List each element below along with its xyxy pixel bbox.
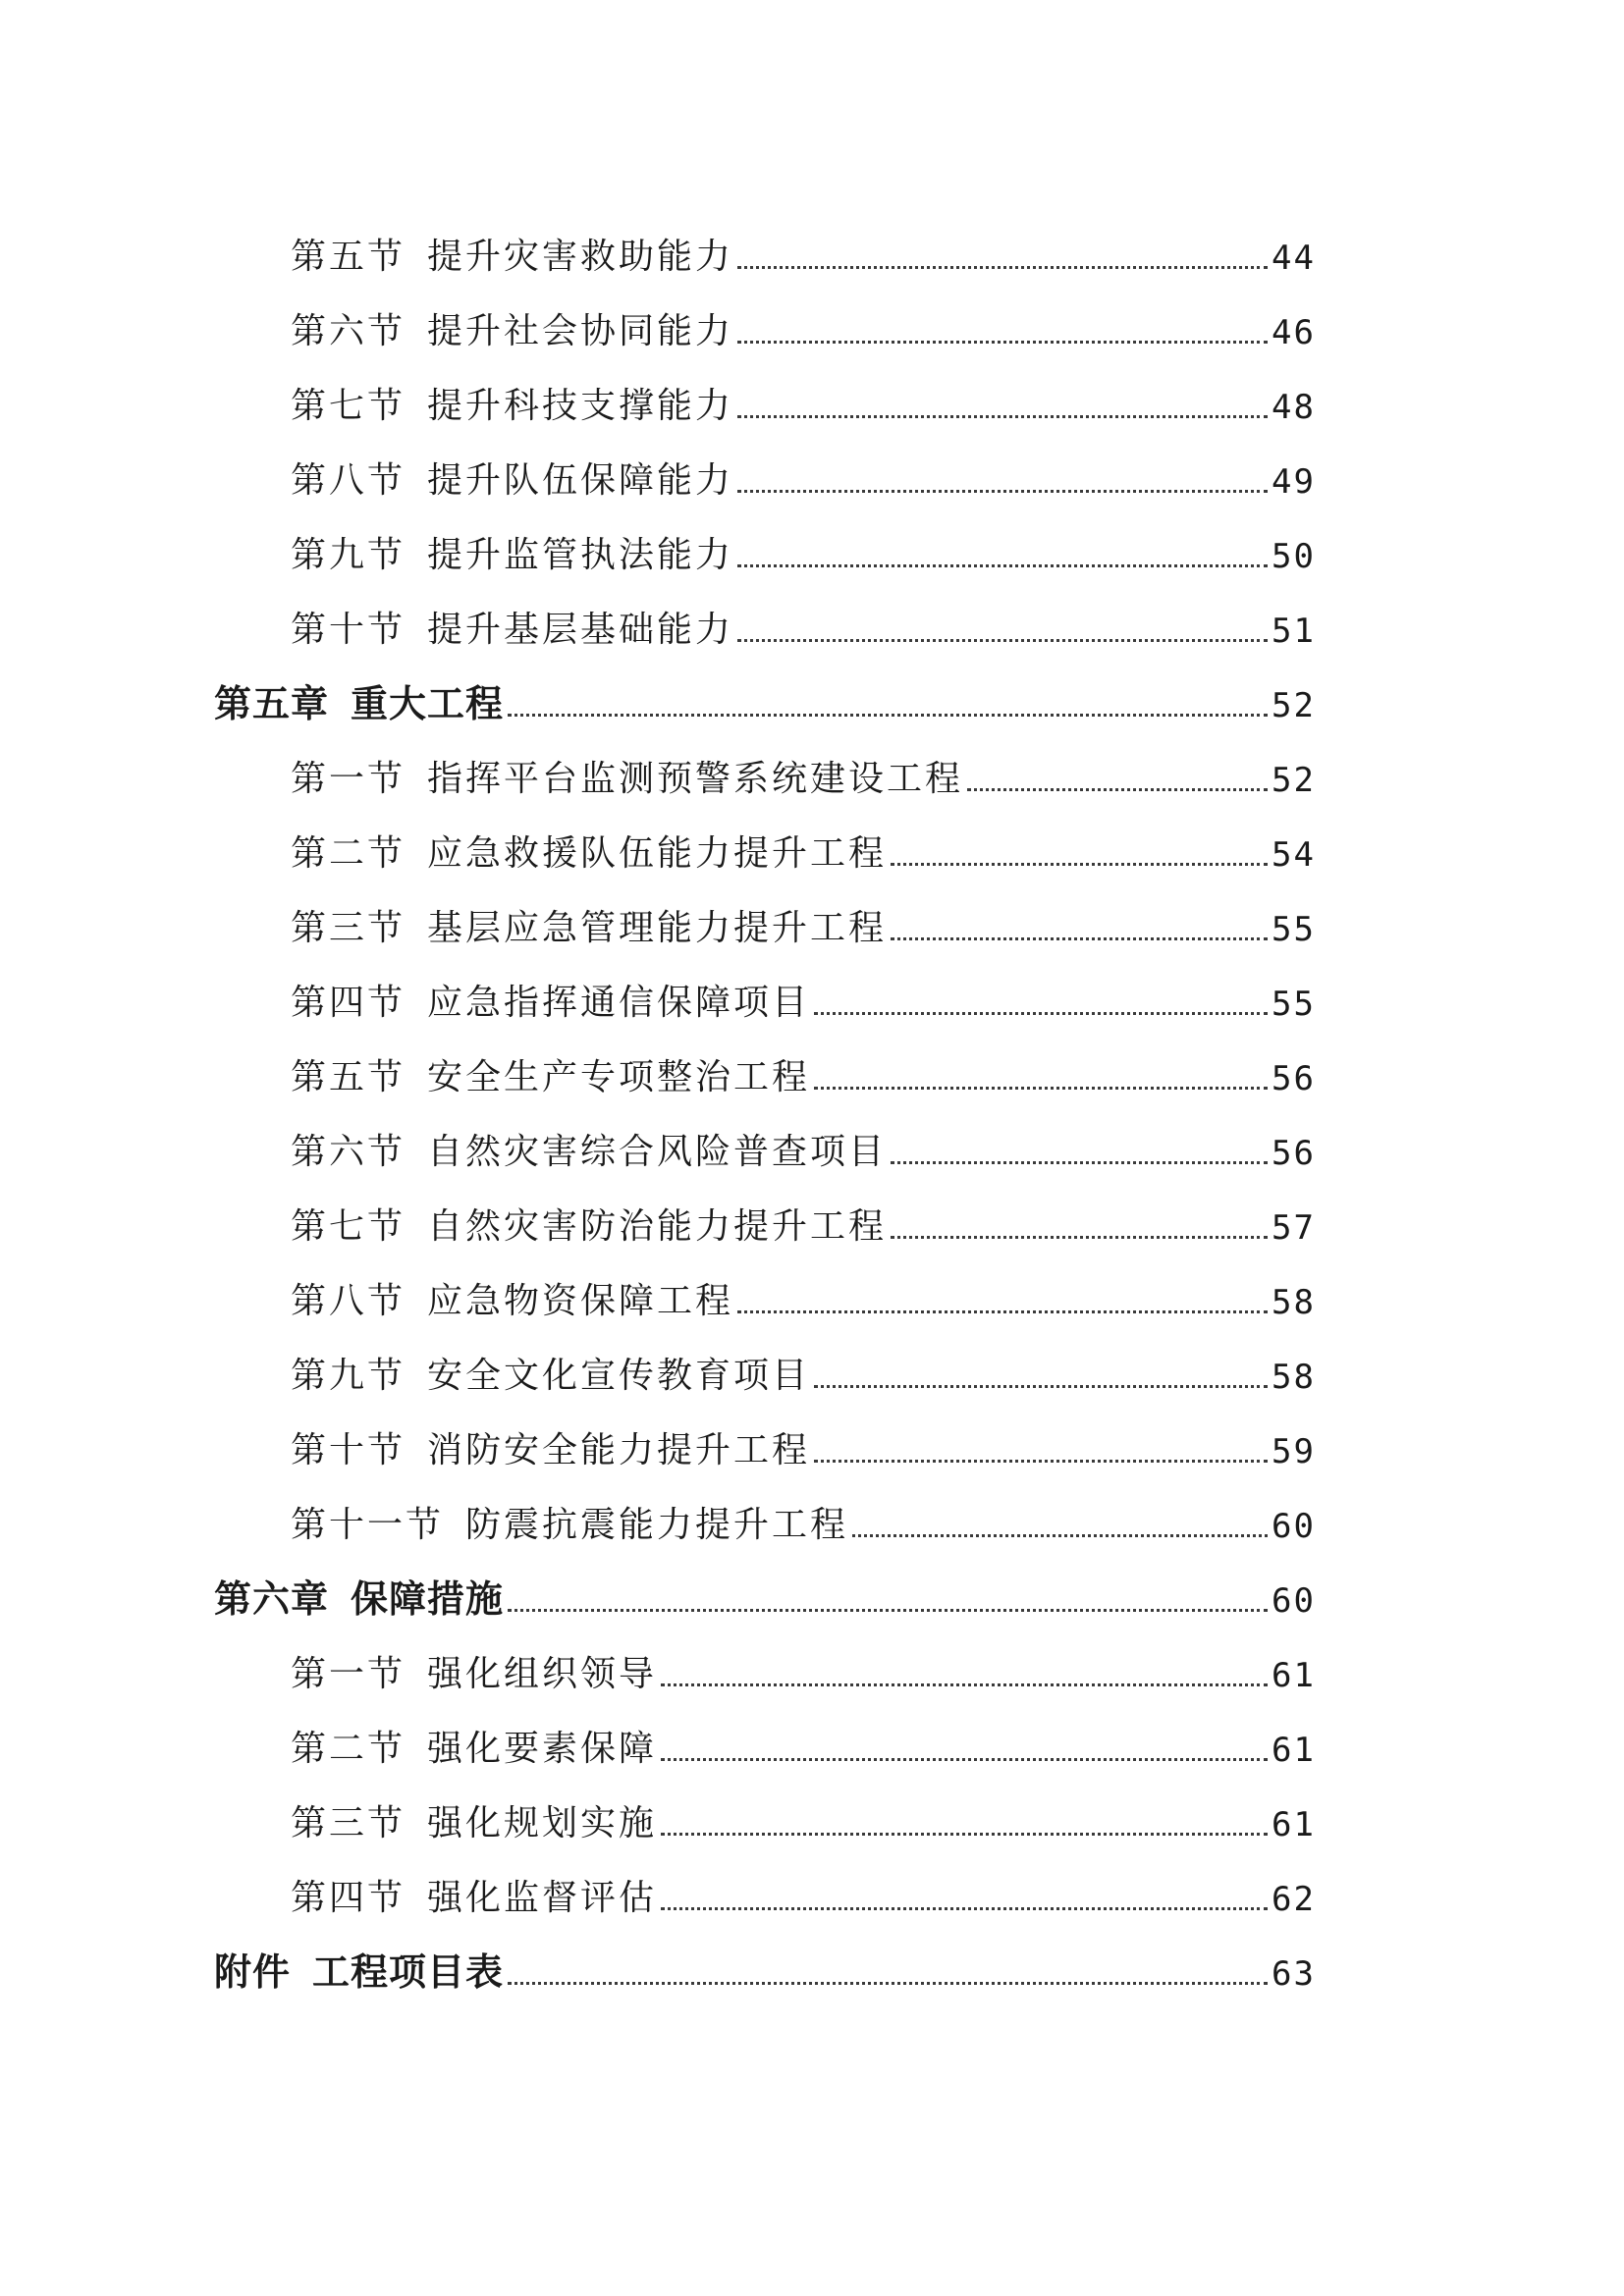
toc-entry[interactable] <box>291 369 1316 427</box>
dot-leader <box>891 1236 1268 1239</box>
toc-entry-page: 52 <box>1272 686 1316 725</box>
toc-entry-page: 54 <box>1272 835 1316 875</box>
toc-entry[interactable] <box>291 593 1316 651</box>
toc-entry-page: 56 <box>1272 1134 1316 1173</box>
toc-entry-page: 62 <box>1272 1880 1316 1919</box>
toc-entry-page: 60 <box>1272 1507 1316 1546</box>
toc-entry[interactable] <box>291 518 1316 576</box>
toc-entry[interactable] <box>291 294 1316 352</box>
dot-leader <box>508 714 1268 717</box>
dot-leader <box>814 1460 1268 1463</box>
toc-entry-number: 第五节 <box>291 1057 406 1097</box>
toc-chapter-entry[interactable] <box>214 667 1316 725</box>
toc-entry[interactable] <box>291 817 1316 875</box>
toc-entry-title: 提升队伍保障能力 <box>427 460 734 501</box>
dot-leader <box>891 937 1268 940</box>
toc-entry[interactable] <box>291 1712 1316 1770</box>
toc-entry[interactable] <box>291 220 1316 278</box>
toc-entry[interactable] <box>291 966 1316 1024</box>
toc-entry-number: 第二节 <box>291 833 406 874</box>
toc-chapter-entry[interactable] <box>214 1563 1316 1621</box>
toc-chapter-title: 工程项目表 <box>312 1950 505 1994</box>
toc-entry-title: 安全生产专项整治工程 <box>427 1057 811 1097</box>
toc-entry-title: 强化监督评估 <box>427 1878 658 1918</box>
toc-entry-number: 第八节 <box>291 1281 406 1321</box>
dot-leader <box>508 1609 1268 1612</box>
toc-entry-page: 46 <box>1272 313 1316 352</box>
toc-entry[interactable] <box>291 1861 1316 1919</box>
toc-entry[interactable] <box>291 1637 1316 1695</box>
toc-entry-number: 第九节 <box>291 535 406 575</box>
dot-leader <box>814 1087 1268 1090</box>
toc-entry-page: 57 <box>1272 1208 1316 1248</box>
toc-entry-number: 第七节 <box>291 386 406 426</box>
toc-entry-title: 提升科技支撑能力 <box>427 386 734 426</box>
toc-entry-number: 第六节 <box>291 311 406 351</box>
dot-leader <box>737 1310 1268 1313</box>
toc-entry-title: 提升社会协同能力 <box>427 311 734 351</box>
dot-leader <box>661 1907 1268 1910</box>
toc-chapter-entry[interactable] <box>214 1936 1316 1994</box>
toc-entry-page: 59 <box>1272 1432 1316 1471</box>
toc-entry-title: 应急物资保障工程 <box>427 1281 734 1321</box>
toc-entry-title: 提升灾害救助能力 <box>427 237 734 277</box>
toc-entry-page: 60 <box>1272 1581 1316 1621</box>
toc-entry-page: 61 <box>1272 1731 1316 1770</box>
dot-leader <box>661 1683 1268 1686</box>
dot-leader <box>967 788 1268 791</box>
toc-entry-page: 56 <box>1272 1059 1316 1098</box>
toc-entry[interactable] <box>291 1339 1316 1397</box>
toc-entry[interactable] <box>291 742 1316 800</box>
dot-leader <box>737 341 1268 344</box>
toc-entry-number: 第一节 <box>291 1654 406 1694</box>
toc-entry-title: 自然灾害综合风险普查项目 <box>427 1132 888 1172</box>
dot-leader <box>737 564 1268 567</box>
toc-entry-title: 提升基层基础能力 <box>427 610 734 650</box>
toc-entry[interactable] <box>291 1414 1316 1471</box>
toc-entry-number: 第四节 <box>291 1878 406 1918</box>
toc-entry-number: 第十一节 <box>291 1505 445 1545</box>
dot-leader <box>737 415 1268 418</box>
toc-entry-number: 第二节 <box>291 1729 406 1769</box>
toc-entry[interactable] <box>291 444 1316 502</box>
toc-entry[interactable] <box>291 1787 1316 1842</box>
toc-entry-number: 第十节 <box>291 610 406 650</box>
dot-leader <box>661 1833 1268 1836</box>
toc-entry-number: 第七节 <box>291 1206 406 1247</box>
toc-entry-page: 51 <box>1272 612 1316 651</box>
toc-entry[interactable] <box>291 1190 1316 1248</box>
toc-entry-page: 58 <box>1272 1358 1316 1397</box>
toc-entry-number: 第一节 <box>291 759 406 799</box>
toc-entry-title: 安全文化宣传教育项目 <box>427 1356 811 1396</box>
toc-entry-number: 第九节 <box>291 1356 406 1396</box>
toc-entry-page: 61 <box>1272 1805 1316 1844</box>
toc-entry-number: 第八节 <box>291 460 406 501</box>
dot-leader <box>891 863 1268 866</box>
toc-entry-page: 52 <box>1272 761 1316 800</box>
dot-leader <box>737 490 1268 493</box>
toc-entry-title: 指挥平台监测预警系统建设工程 <box>427 759 964 799</box>
toc-entry-page: 58 <box>1272 1283 1316 1322</box>
toc-entry-number: 第三节 <box>291 1803 406 1843</box>
toc-entry-page: 48 <box>1272 388 1316 427</box>
toc-entry-title: 强化规划实施 <box>427 1803 658 1843</box>
toc-entry-title: 基层应急管理能力提升工程 <box>427 908 888 948</box>
toc-entry-number: 第五节 <box>291 237 406 277</box>
dot-leader <box>737 639 1268 642</box>
toc-entry-page: 55 <box>1272 910 1316 949</box>
toc-entry-page: 55 <box>1272 985 1316 1024</box>
toc-chapter-title: 保障措施 <box>351 1577 505 1621</box>
toc-entry-page: 49 <box>1272 462 1316 502</box>
dot-leader <box>661 1758 1268 1761</box>
toc-entry[interactable] <box>291 1264 1316 1322</box>
toc-entry-title: 强化组织领导 <box>427 1654 658 1694</box>
toc-entry-number: 第六节 <box>291 1132 406 1172</box>
toc-chapter-number: 第六章 <box>214 1577 330 1621</box>
toc-entry-title: 应急指挥通信保障项目 <box>427 983 811 1023</box>
dot-leader <box>891 1161 1268 1164</box>
dot-leader <box>737 266 1268 269</box>
toc-chapter-number: 第五章 <box>214 682 330 725</box>
toc-entry-page: 63 <box>1272 1954 1316 1994</box>
toc-entry-number: 第三节 <box>291 908 406 948</box>
dot-leader <box>508 1982 1268 1985</box>
toc-entry[interactable] <box>291 1115 1316 1173</box>
toc-entry-title: 防震抗震能力提升工程 <box>465 1505 849 1545</box>
toc-entry-page: 61 <box>1272 1656 1316 1695</box>
dot-leader <box>852 1534 1268 1537</box>
dot-leader <box>814 1385 1268 1388</box>
toc-entry[interactable] <box>291 1488 1316 1546</box>
toc-chapter-title: 重大工程 <box>351 682 505 725</box>
toc-entry-title: 提升监管执法能力 <box>427 535 734 575</box>
toc-entry-title: 自然灾害防治能力提升工程 <box>427 1206 888 1247</box>
toc-chapter-number: 附件 <box>214 1950 292 1994</box>
toc-entry-page: 44 <box>1272 239 1316 278</box>
toc-entry-title: 应急救援队伍能力提升工程 <box>427 833 888 874</box>
toc-entry[interactable] <box>291 1041 1316 1098</box>
toc-entry-number: 第四节 <box>291 983 406 1023</box>
dot-leader <box>814 1012 1268 1015</box>
toc-entry-title: 强化要素保障 <box>427 1729 658 1769</box>
toc-entry-title: 消防安全能力提升工程 <box>427 1430 811 1470</box>
toc-entry-number: 第十节 <box>291 1430 406 1470</box>
toc-entry-page: 50 <box>1272 537 1316 576</box>
toc-entry[interactable] <box>291 891 1316 949</box>
